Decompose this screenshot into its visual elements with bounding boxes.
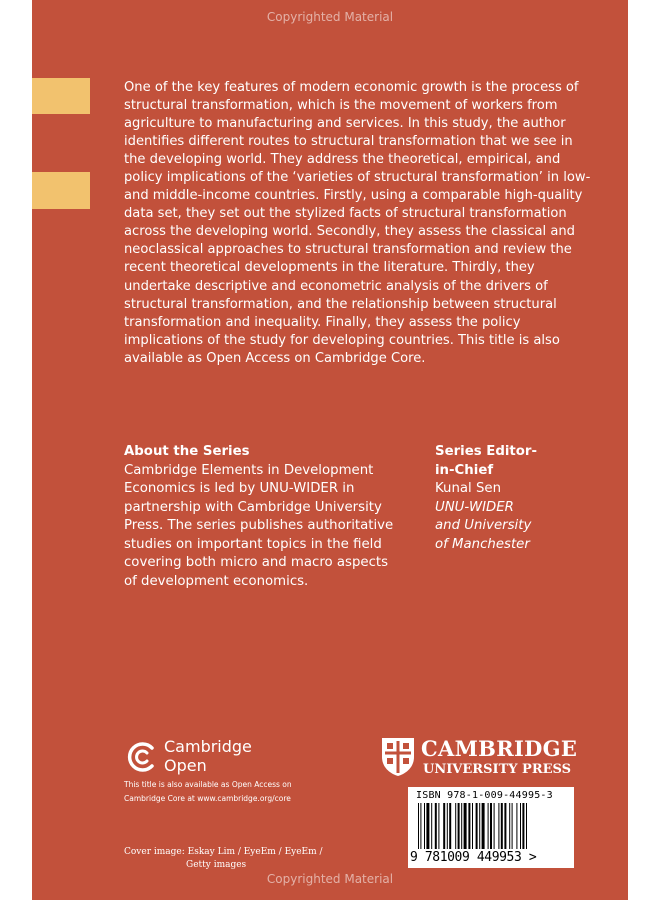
series-editor-name: Kunal Sen (435, 481, 502, 496)
cambridge-open-note-line1: This title is also available as Open Access on (124, 780, 292, 789)
cover-image-credit (124, 846, 344, 872)
cover-credit-line2: Getty images (186, 860, 247, 870)
series-editor (435, 443, 585, 554)
series-editor-affiliation-line2: and University (435, 518, 532, 533)
series-editor-title-line2: in-Chief (435, 462, 494, 478)
barcode-digits: 9 781009 449953 > (410, 850, 537, 865)
cambridge-open-logo (124, 737, 344, 777)
cambridge-open-icon (124, 740, 158, 774)
cambridge-open-line1: Cambridge (164, 737, 252, 756)
book-blurb: One of the key features of modern economic growth is the process of structural transformation, which is the movement of workers from agriculture to manufacturing and services. In this study, the author identifies different routes to structural transformation that we see in the developing world. They address the theoretical, empirical, and policy implications of the ‘varieties of structural transformation’ in low- and middle-income countries. Firstly, using a comparable high-quality data set, they set out the stylized facts of structural transformation across the developing world. Secondly, they assess the classical and neoclassical approaches to structural transformation and review the recent theoretical developments in the literature. Thirdly, they undertake descriptive and econometric analysis of the drivers of structural transformation, and the relationship between structural transformation and inequality. Finally, they assess the policy implications of the study for developing countries. This title is also available as Open Access on Cambridge Core. (124, 80, 591, 366)
cambridge-open-name (164, 737, 252, 775)
publisher-subtitle: UNIVERSITY PRESS (423, 762, 572, 777)
cambridge-university-press-logo (381, 737, 601, 783)
publisher-name: CAMBRIDGE (421, 736, 578, 761)
cover-credit-line1: Cover image: Eskay Lim / EyeEm / EyeEm / (124, 847, 323, 857)
cambridge-open-note (124, 778, 354, 806)
about-series (124, 443, 404, 591)
cambridge-open-note-line2: Cambridge Core at www.cambridge.org/core (124, 794, 291, 803)
series-editor-affiliation-line3: of Manchester (435, 536, 530, 552)
watermark-top: Copyrighted Material (266, 10, 394, 24)
about-series-title: About the Series (124, 444, 250, 459)
series-editor-affiliation-line1: UNU-WIDER (435, 499, 514, 515)
accent-tab-upper (32, 78, 90, 114)
isbn-label: ISBN 978-1-009-44995-3 (416, 790, 553, 801)
back-cover (32, 0, 628, 900)
about-series-text: Cambridge Elements in Development Economics is led by UNU-WIDER in partnership with Cambridge University Press. The series publishes authoritative studies on important topics in the field covering both micro and macro aspects of development economics. (124, 462, 394, 589)
watermark-bottom: Copyrighted Material (266, 872, 394, 886)
series-editor-title-line1: Series Editor- (435, 444, 537, 459)
cambridge-open-line2: Open (164, 756, 207, 775)
accent-tab-lower (32, 172, 90, 209)
barcode-icon (418, 803, 564, 849)
crest-icon (381, 737, 415, 777)
barcode-panel (408, 787, 574, 868)
